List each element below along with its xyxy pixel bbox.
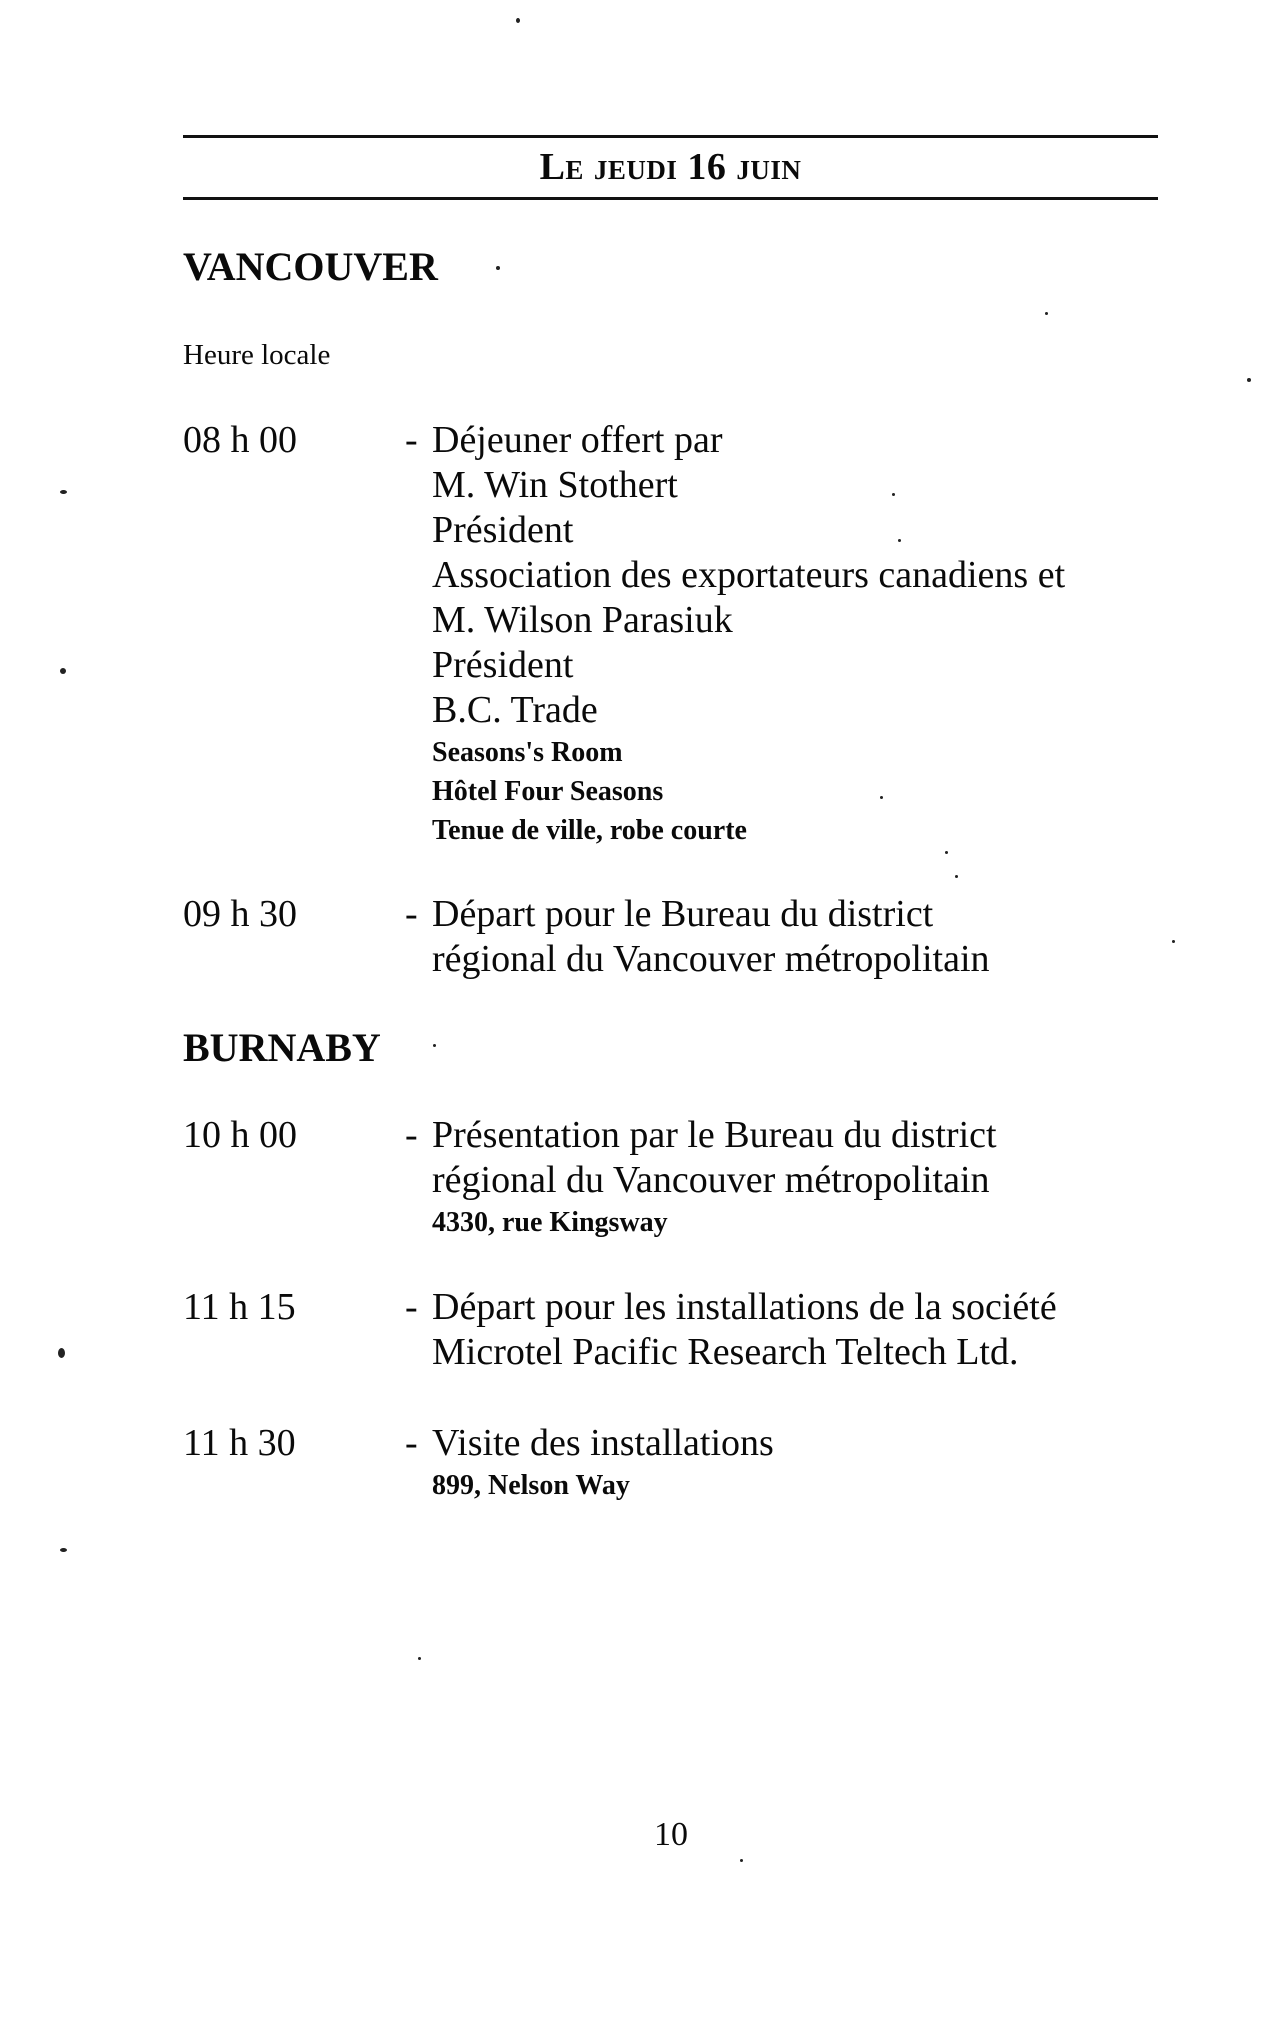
schedule-entry [405, 1113, 1165, 1242]
scan-speck [1045, 312, 1048, 315]
section-heading-burnaby: BURNABY [183, 1025, 381, 1070]
entry-body [432, 418, 1165, 850]
entry-line: M. Win Stothert [432, 464, 678, 506]
entry-line: régional du Vancouver métropolitain [432, 1159, 990, 1201]
header-rule-bottom [183, 197, 1158, 200]
entry-dash: - [405, 419, 418, 461]
entry-body [432, 892, 1165, 982]
entry-detail: 899, Nelson Way [432, 1470, 630, 1501]
entry-dash: - [405, 1114, 418, 1156]
entry-line: Président [432, 644, 574, 686]
scan-speck [516, 18, 520, 23]
scan-speck [496, 266, 500, 270]
entry-body [432, 1421, 1165, 1505]
entry-time: 11 h 30 [183, 1422, 296, 1464]
entry-time: 08 h 00 [183, 419, 297, 461]
local-time-label: Heure locale [183, 339, 331, 371]
entry-dash: - [405, 893, 418, 935]
entry-line: Départ pour les installations de la société [432, 1286, 1057, 1328]
entry-time: 10 h 00 [183, 1114, 297, 1156]
schedule-entry [405, 1421, 1165, 1505]
entry-detail: Seasons's Room [432, 737, 623, 768]
scan-speck [1172, 940, 1175, 943]
entry-detail: Hôtel Four Seasons [432, 776, 664, 807]
entry-detail: Tenue de ville, robe courte [432, 815, 747, 846]
scan-speck [60, 1548, 67, 1552]
scan-speck [433, 1044, 436, 1047]
entry-detail: 4330, rue Kingsway [432, 1207, 668, 1238]
entry-line: régional du Vancouver métropolitain [432, 938, 990, 980]
entry-dash: - [405, 1286, 418, 1328]
entry-line: Président [432, 509, 574, 551]
entry-line: M. Wilson Parasiuk [432, 599, 733, 641]
scan-speck [58, 1348, 65, 1358]
entry-line: Départ pour le Bureau du district [432, 893, 934, 935]
schedule-entry [405, 892, 1165, 982]
scan-speck [60, 490, 67, 494]
scan-speck [955, 875, 958, 878]
entry-dash: - [405, 1422, 418, 1464]
entry-body [432, 1113, 1165, 1242]
entry-line: Microtel Pacific Research Teltech Ltd. [432, 1331, 1019, 1373]
page-number: 10 [654, 1816, 688, 1853]
scan-speck [898, 539, 901, 542]
entry-line: Présentation par le Bureau du district [432, 1114, 997, 1156]
scan-speck [418, 1657, 421, 1660]
entry-line: B.C. Trade [432, 689, 598, 731]
entry-time: 11 h 15 [183, 1286, 296, 1328]
entry-body [432, 1285, 1165, 1375]
entry-line: Déjeuner offert par [432, 419, 723, 461]
entry-time: 09 h 30 [183, 893, 297, 935]
scan-speck [880, 796, 883, 799]
schedule-entry [405, 418, 1165, 850]
header-rule-top [183, 135, 1158, 138]
page-title: Le jeudi 16 juin [539, 146, 802, 188]
scan-speck [945, 851, 948, 854]
scan-speck [892, 493, 895, 496]
scan-speck [1247, 378, 1251, 382]
scan-speck [60, 668, 66, 674]
section-heading-vancouver: VANCOUVER [183, 244, 438, 289]
schedule-entry [405, 1285, 1165, 1375]
entry-line: Association des exportateurs canadiens et [432, 554, 1066, 596]
scan-speck [740, 1859, 743, 1862]
entry-line: Visite des installations [432, 1422, 774, 1464]
